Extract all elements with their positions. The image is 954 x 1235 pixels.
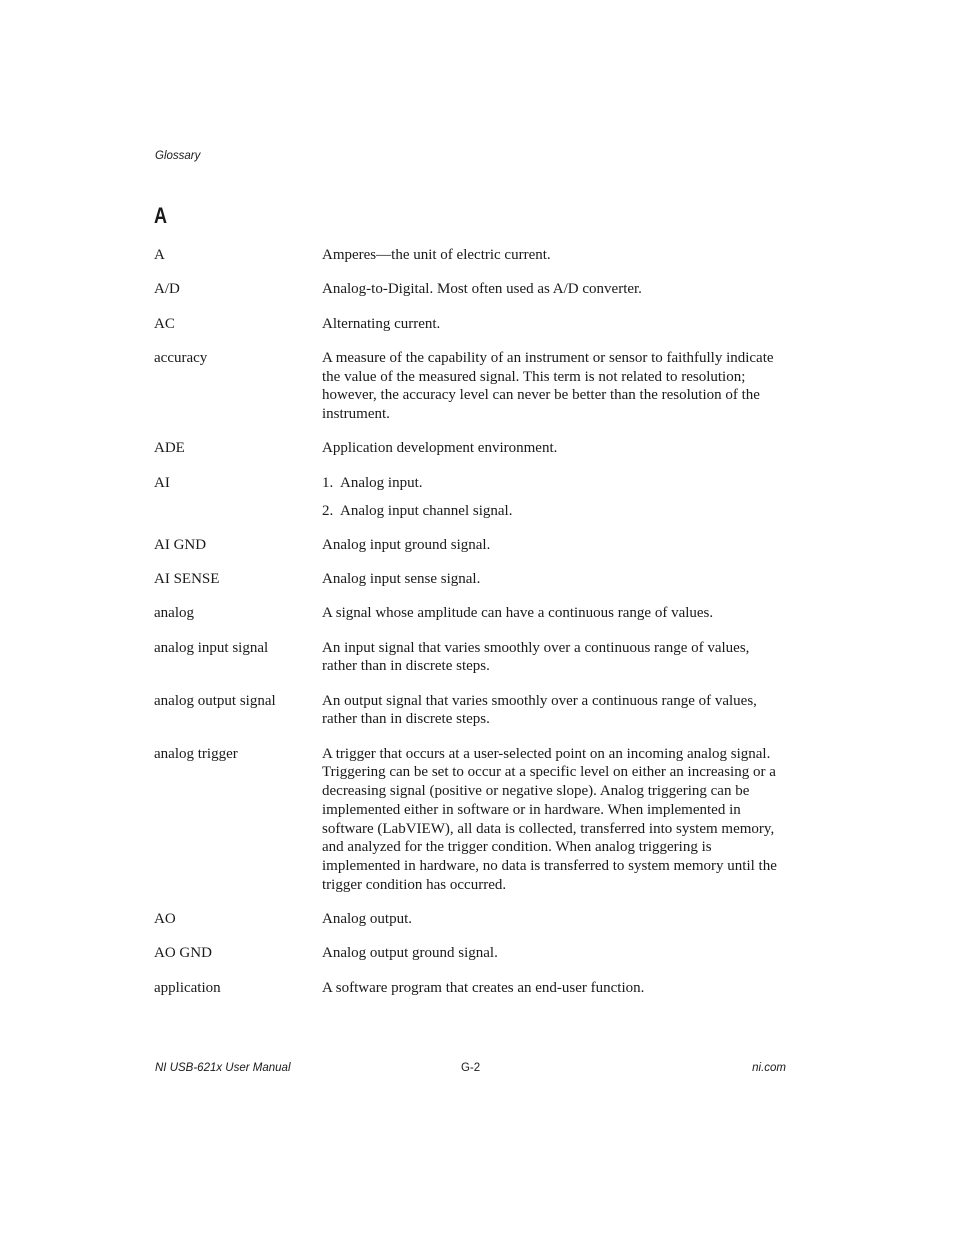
glossary-definition: Amperes—the unit of electric current.: [322, 247, 551, 263]
glossary-definition: Alternating current.: [322, 315, 441, 332]
glossary-term: AI: [154, 474, 170, 491]
glossary-entry: [154, 474, 794, 521]
glossary-entry: [154, 979, 794, 998]
glossary-term: analog input signal: [154, 639, 269, 656]
glossary-entry: [154, 439, 794, 458]
glossary-term: accuracy: [154, 349, 208, 366]
glossary-entry: [154, 910, 794, 929]
glossary-definition: A measure of the capability of an instrument or sensor to faithfully indicate the value of the measured signal. This term is not related to resolution; however, the accuracy level can never be better than the resolution of the instrument.: [322, 349, 774, 422]
running-header: Glossary: [155, 150, 201, 162]
footer-manual-title: NI USB-621x User Manual: [155, 1062, 291, 1074]
footer-page-number: G-2: [461, 1062, 481, 1074]
glossary-entry: [154, 692, 794, 729]
glossary-definition: Application development environment.: [322, 440, 558, 457]
section-letter-heading: A: [154, 203, 168, 228]
glossary-term: AO: [154, 911, 176, 927]
glossary-entry: [154, 944, 794, 963]
glossary-entry: [154, 315, 794, 334]
list-item-text: Analog input.: [340, 474, 423, 491]
glossary-definition: [322, 474, 787, 521]
glossary-entry: [154, 280, 794, 299]
glossary-list: [154, 246, 794, 1013]
glossary-definition: An input signal that varies smoothly over a continuous range of values, rather than in discrete steps.: [322, 639, 750, 675]
glossary-definition: Analog input sense signal.: [322, 571, 481, 588]
glossary-definition: Analog output ground signal.: [322, 945, 498, 962]
footer-website: ni.com: [752, 1062, 786, 1074]
glossary-entry: [154, 536, 794, 555]
glossary-term: ADE: [154, 440, 185, 457]
list-item-number: 2.: [322, 502, 334, 519]
glossary-definition: Analog-to-Digital. Most often used as A/D converter.: [322, 281, 642, 298]
glossary-definition: Analog output.: [322, 911, 412, 927]
definition-numbered-list: [322, 474, 787, 521]
glossary-term: AI SENSE: [154, 571, 220, 588]
glossary-term: AI GND: [154, 536, 207, 553]
glossary-term: A/D: [154, 281, 180, 298]
definition-list-item: [322, 502, 787, 521]
glossary-definition: A trigger that occurs at a user-selected point on an incoming analog signal. Triggering can be set to occur at a specific level on either an increasing or a decreasing signal (positive or negative slope). Analog triggering can be implemented either in software or in hardware. When implemented in software (LabVIEW), all data is collected, transferred into system memory, and analyzed for the trigger condition. When analog triggering is implemented in hardware, no data is transferred to system memory until the trigger condition has occurred.: [322, 745, 777, 893]
glossary-term: analog: [154, 605, 194, 622]
glossary-definition: A signal whose amplitude can have a continuous range of values.: [322, 605, 714, 622]
glossary-term: analog output signal: [154, 692, 276, 709]
glossary-entry: [154, 604, 794, 623]
glossary-term: application: [154, 979, 221, 996]
glossary-term: analog trigger: [154, 745, 238, 762]
list-item-text: Analog input channel signal.: [340, 502, 513, 519]
glossary-term: A: [154, 247, 165, 263]
glossary-entry: [154, 570, 794, 589]
glossary-definition: A software program that creates an end-user function.: [322, 979, 645, 996]
glossary-definition: An output signal that varies smoothly over a continuous range of values, rather than in discrete steps.: [322, 692, 757, 728]
glossary-term: AO GND: [154, 945, 212, 962]
glossary-entry: [154, 639, 794, 676]
glossary-definition: Analog input ground signal.: [322, 536, 491, 553]
glossary-entry: [154, 349, 794, 424]
glossary-entry: [154, 745, 794, 895]
glossary-entry: [154, 246, 794, 265]
glossary-term: AC: [154, 315, 175, 332]
list-item-number: 1.: [322, 474, 334, 491]
definition-list-item: [322, 474, 787, 493]
